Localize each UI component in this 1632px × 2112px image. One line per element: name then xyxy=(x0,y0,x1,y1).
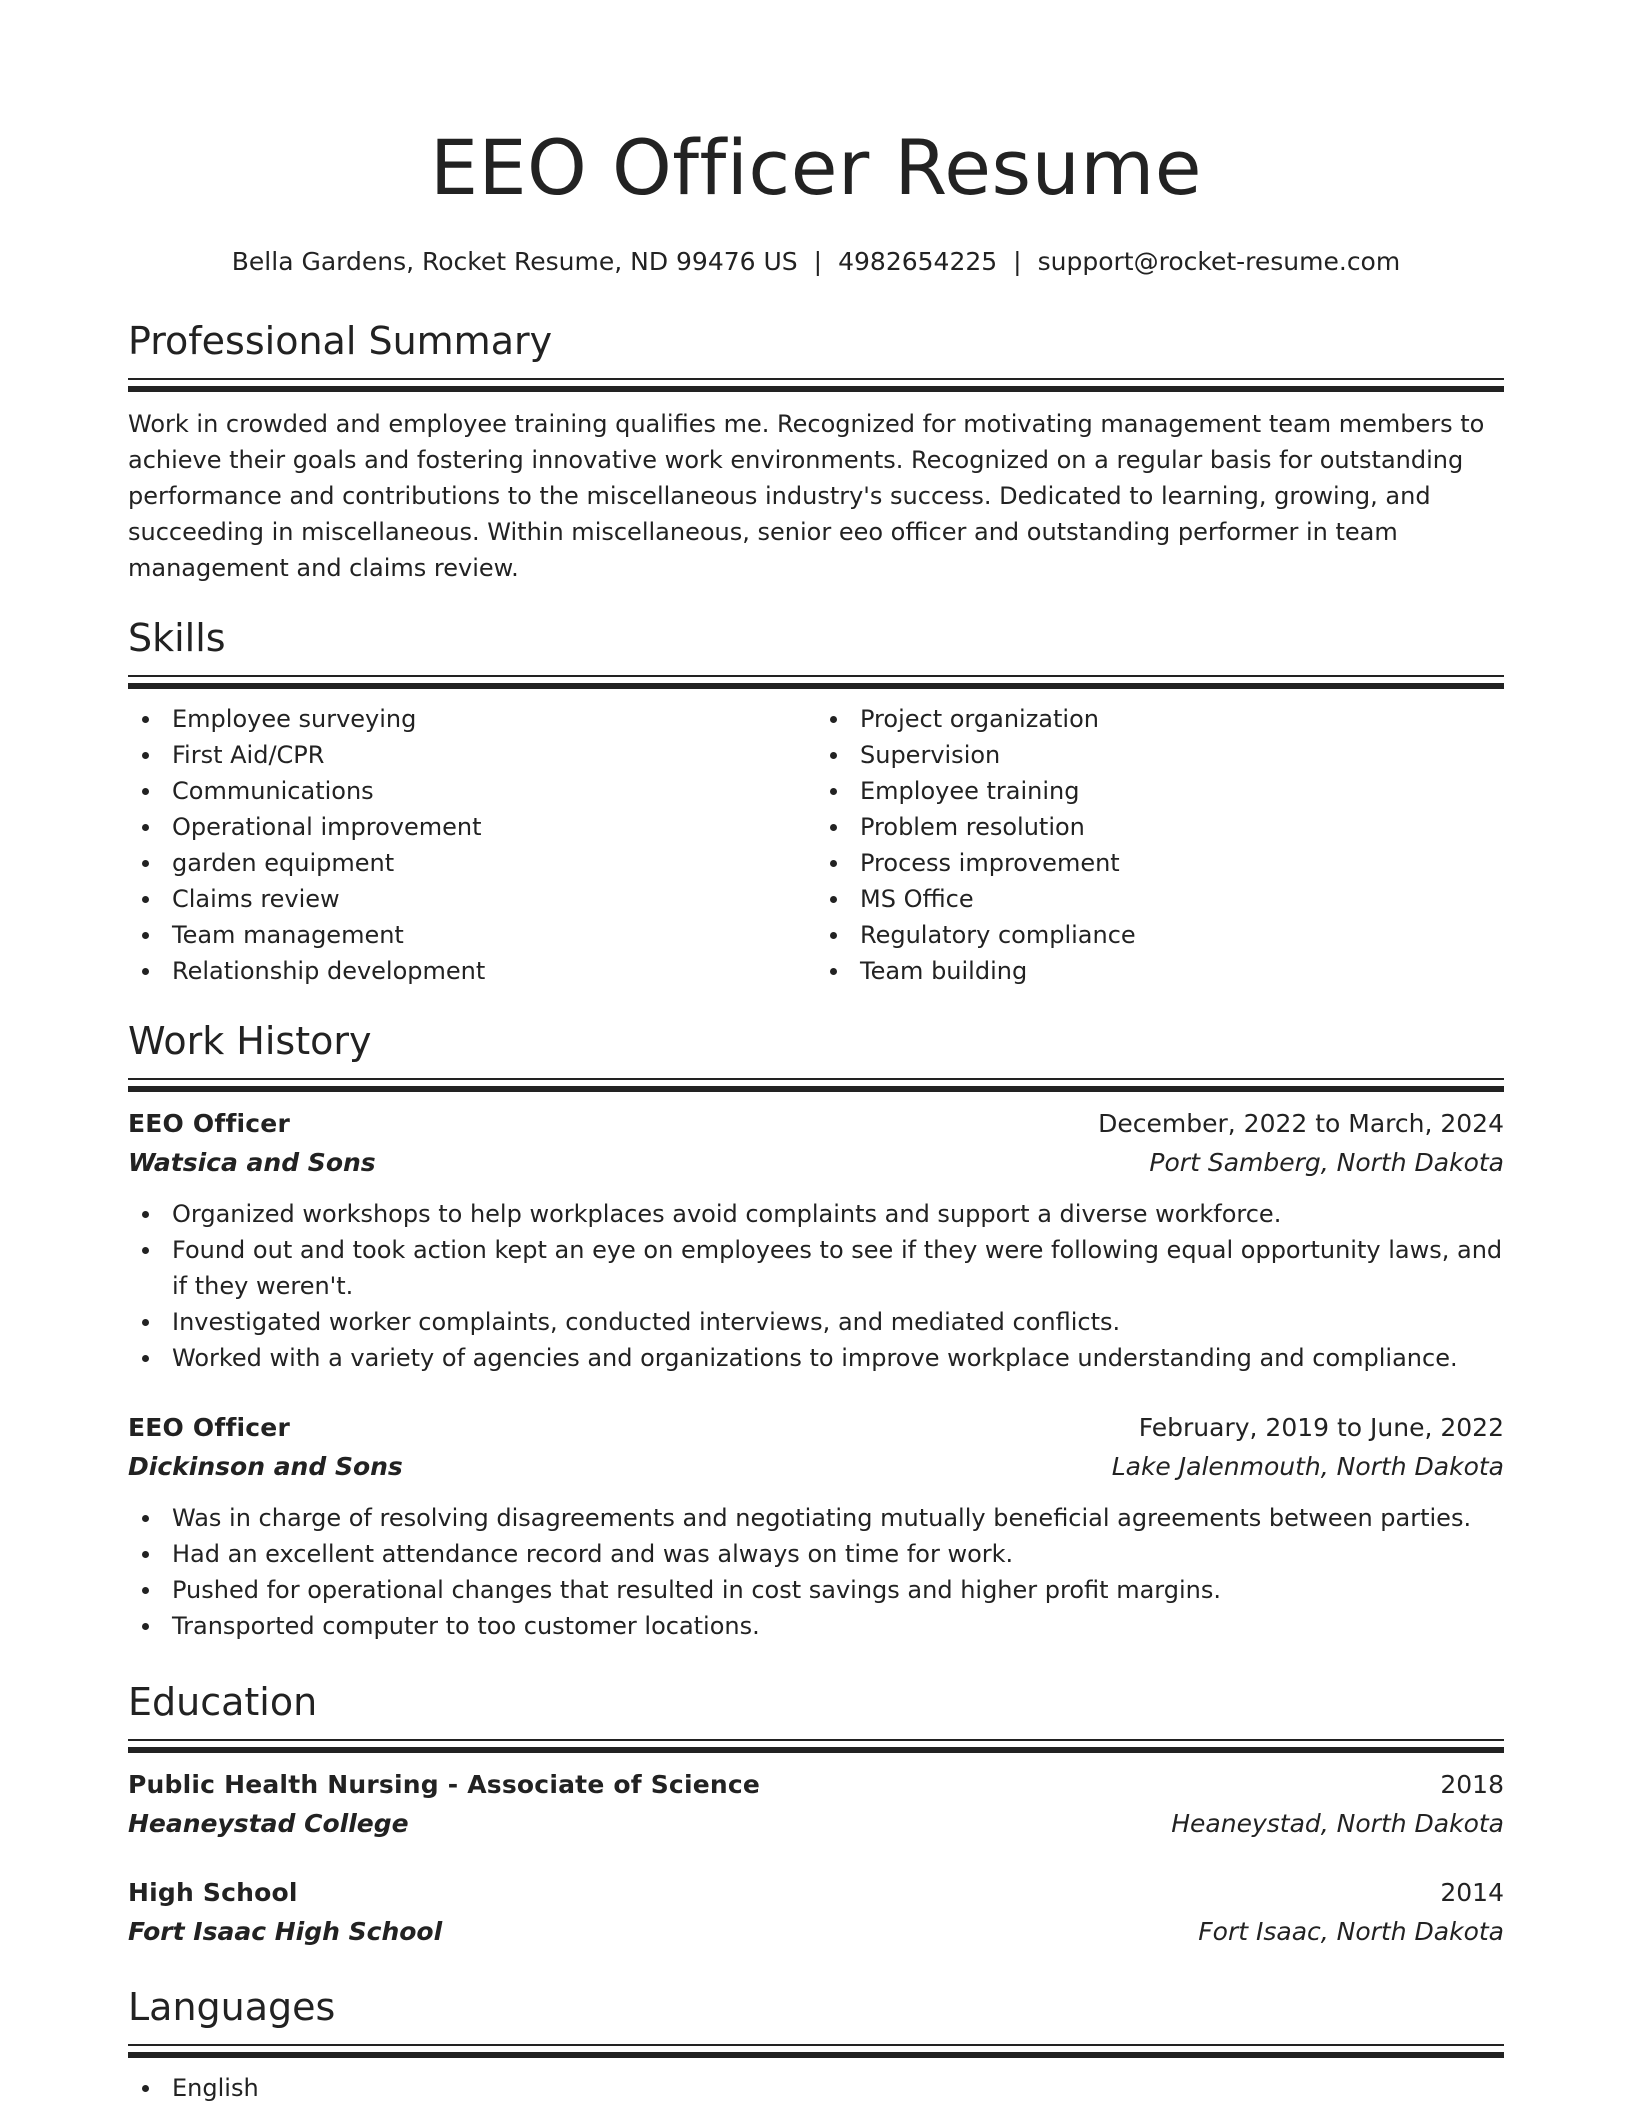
job-company: Dickinson and Sons xyxy=(128,1452,403,1481)
skills-list-left xyxy=(128,701,816,989)
school-name: Heaneystad College xyxy=(128,1809,409,1838)
degree-name: High School xyxy=(128,1878,298,1907)
skill-item: garden equipment xyxy=(128,845,816,881)
contact-email: support@rocket-resume.com xyxy=(1037,247,1401,276)
skill-item: Employee training xyxy=(816,773,1504,809)
job-entry xyxy=(128,1408,1504,1644)
section-divider xyxy=(128,378,1504,390)
contact-line xyxy=(128,242,1504,282)
section-divider xyxy=(128,2044,1504,2056)
duty-item: Investigated worker complaints, conducted interviews, and mediated conflicts. xyxy=(128,1304,1504,1340)
skill-item: Project organization xyxy=(816,701,1504,737)
job-duties xyxy=(128,1500,1504,1644)
skill-item: Claims review xyxy=(128,881,816,917)
duty-item: Transported computer to too customer locations. xyxy=(128,1608,1504,1644)
skills-heading: Skills xyxy=(128,616,226,660)
languages-heading: Languages xyxy=(128,1985,336,2029)
school-location: Fort Isaac, North Dakota xyxy=(1198,1917,1504,1946)
summary-text: Work in crowded and employee training qualifies me. Recognized for motivating management team members to achieve their goals and fostering innovative work environments. Recognized on a regular basis for outstanding performance and contributions to the miscellaneous industry's success. Dedicated to learning, growing, and succeeding in miscellaneous. Within miscellaneous, senior eeo officer and outstanding performer in team management and claims review. xyxy=(128,410,1485,582)
skill-item: Regulatory compliance xyxy=(816,917,1504,953)
skill-item: Employee surveying xyxy=(128,701,816,737)
job-entry xyxy=(128,1104,1504,1376)
degree-name: Public Health Nursing - Associate of Science xyxy=(128,1770,761,1799)
summary-section xyxy=(128,316,1504,586)
job-company: Watsica and Sons xyxy=(128,1148,376,1177)
contact-separator: | xyxy=(813,247,823,276)
contact-address: Bella Gardens, Rocket Resume, ND 99476 US xyxy=(231,247,798,276)
skill-item: Relationship development xyxy=(128,953,816,989)
resume-title: EEO Officer Resume xyxy=(429,123,1203,212)
job-location: Lake Jalenmouth, North Dakota xyxy=(1111,1452,1504,1481)
education-heading: Education xyxy=(128,1680,318,1724)
languages-list xyxy=(128,2070,1504,2106)
job-title: EEO Officer xyxy=(128,1109,290,1138)
languages-section xyxy=(128,1982,1504,2106)
section-divider xyxy=(128,1078,1504,1090)
skill-item: Supervision xyxy=(816,737,1504,773)
skill-item: First Aid/CPR xyxy=(128,737,816,773)
education-section xyxy=(128,1677,1504,1951)
skill-item: Team management xyxy=(128,917,816,953)
school-location: Heaneystad, North Dakota xyxy=(1171,1809,1504,1838)
summary-heading: Professional Summary xyxy=(128,319,553,363)
education-entry xyxy=(128,1765,1504,1843)
skills-section xyxy=(128,613,1504,989)
skill-item: Operational improvement xyxy=(128,809,816,845)
work-history-section xyxy=(128,1016,1504,1644)
job-dates: December, 2022 to March, 2024 xyxy=(1098,1109,1504,1138)
skill-item: Team building xyxy=(816,953,1504,989)
job-dates: February, 2019 to June, 2022 xyxy=(1138,1413,1504,1442)
duty-item: Had an excellent attendance record and was always on time for work. xyxy=(128,1536,1504,1572)
contact-separator: | xyxy=(1013,247,1022,276)
skill-item: Problem resolution xyxy=(816,809,1504,845)
work-history-heading: Work History xyxy=(128,1019,372,1063)
language-item: English xyxy=(128,2070,1504,2106)
job-duties xyxy=(128,1196,1504,1376)
skills-columns xyxy=(128,701,1504,989)
duty-item: Organized workshops to help workplaces avoid complaints and support a diverse workforce. xyxy=(128,1196,1504,1232)
contact-phone: 4982654225 xyxy=(838,247,998,276)
education-entry xyxy=(128,1873,1504,1951)
duty-item: Found out and took action kept an eye on employees to see if they were following equal opportunity laws, and if they weren't. xyxy=(128,1232,1504,1304)
duty-item: Worked with a variety of agencies and organizations to improve workplace understanding and compliance. xyxy=(128,1340,1504,1376)
skills-list-right xyxy=(816,701,1504,989)
skill-item: Communications xyxy=(128,773,816,809)
resume-page xyxy=(128,0,1504,2102)
duty-item: Pushed for operational changes that resulted in cost savings and higher profit margins. xyxy=(128,1572,1504,1608)
duty-item: Was in charge of resolving disagreements and negotiating mutually beneficial agreements between parties. xyxy=(128,1500,1504,1536)
job-title: EEO Officer xyxy=(128,1413,290,1442)
graduation-year: 2018 xyxy=(1440,1770,1504,1799)
school-name: Fort Isaac High School xyxy=(128,1917,443,1946)
graduation-year: 2014 xyxy=(1440,1878,1504,1907)
skill-item: MS Office xyxy=(816,881,1504,917)
section-divider xyxy=(128,675,1504,687)
skill-item: Process improvement xyxy=(816,845,1504,881)
job-location: Port Samberg, North Dakota xyxy=(1149,1148,1504,1177)
section-divider xyxy=(128,1739,1504,1751)
